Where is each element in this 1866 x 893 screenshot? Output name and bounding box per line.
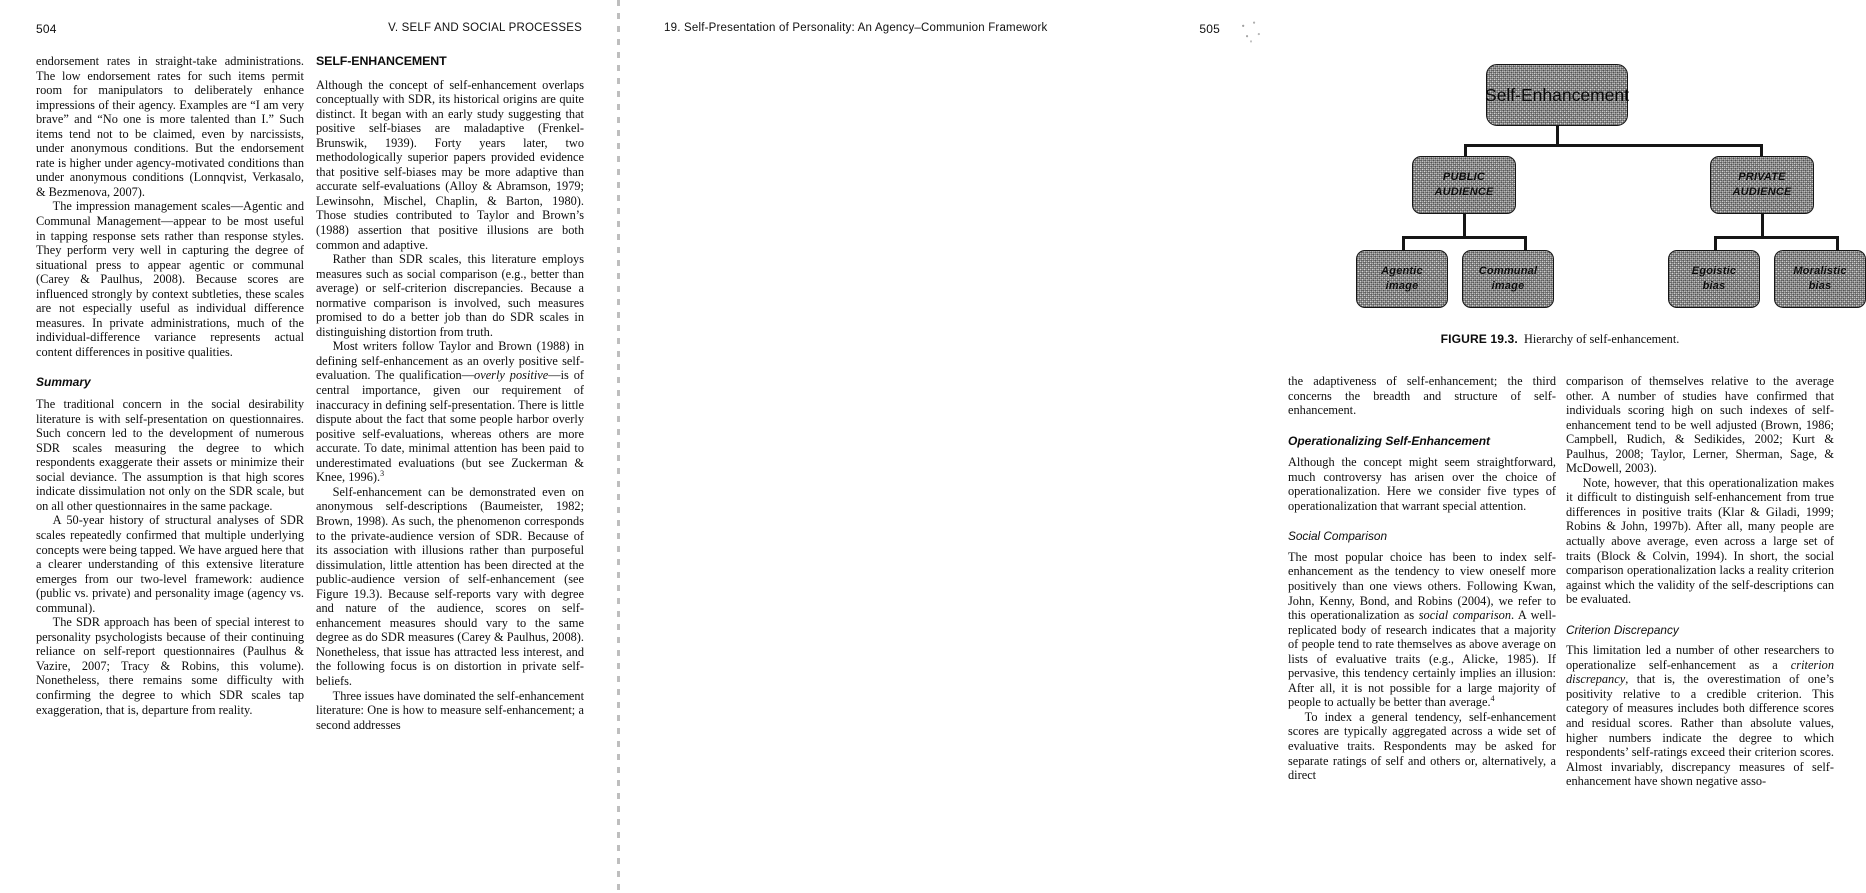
text-run: , that is, the overestimation of one’s positivity relative to a credible criterion. This category of measures includes both difference scores and residual scores. Rather than absolute values, higher numbers indicate the degree to which respondents’ self-ratings exceed their criterion scores. Almost invariably, discrepancy measures of self-enhancement have shown negative asso- — [1566, 672, 1834, 789]
paragraph: endorsement rates in straight-take administrations. The low endorsement rates for such items permit room for manipulators to deliberately enhance impressions of their agency. Examples are “I am very brave” and “No one is more talented than I.” Such items tend not to be claimed, even by narcissists, under anonymous conditions. But the endorsement rate is higher under agency-motivated conditions than under anonymous conditions (Lonnqvist, Verkasalo, & Bezmenova, 2007). — [36, 54, 304, 199]
figure-19-3 — [1290, 52, 1847, 352]
folio-left: 504 — [36, 22, 57, 36]
node-label-line2: bias — [1808, 280, 1832, 292]
node-label-line2: AUDIENCE — [1434, 186, 1494, 198]
node-label — [1732, 170, 1791, 200]
node-label — [1434, 170, 1493, 200]
paragraph: The impression management scales—Agentic and Communal Management—appear to be most useful in tapping response sets rather than response styles. They perform very well in capturing the degree of situational press to appear agentic or communal (Carey & Paulhus, 2008). Because scores are influenced strongly by context subtleties, these scales are not especially useful as individual difference measures. In private administrations, much of the individual-difference variance represents actual content differences in positive qualities. — [36, 199, 304, 359]
connector-root-stem — [1556, 126, 1559, 146]
paragraph: Although the concept might seem straightforward, much controversy has arisen over the choice of operationalization. Here we consider five types of operationalization that warrant special attention. — [1288, 455, 1556, 513]
right-page-column-1 — [1288, 374, 1556, 783]
running-head-title-right: 19. Self-Presentation of Personality: An Agency–Communion Framework — [664, 22, 1048, 34]
node-private-audience — [1710, 156, 1814, 214]
node-communal-image — [1462, 250, 1554, 308]
right-page-column-2 — [1566, 374, 1834, 789]
connector-public-stem — [1463, 214, 1466, 236]
text-run: The most popular choice has been to index self-enhancement as the tendency to view oneself more positively than one views others. Following Kwan, John, Kenny, Bond, and Robins (2004), we refer to this operationalization as — [1288, 549, 1556, 623]
paragraph: To index a general tendency, self-enhancement scores are typically aggregated across a wide set of evaluative traits. Respondents may be asked for separate ratings of self and others or, alternatively, a direct — [1288, 709, 1556, 783]
connector-private-bus — [1714, 236, 1838, 239]
node-label-line1: Moralistic — [1793, 265, 1847, 277]
node-egoistic-bias — [1668, 250, 1760, 308]
node-label-line2: bias — [1702, 280, 1726, 292]
node-label-line2: image — [1385, 280, 1419, 292]
text-run: This limitation led a number of other researchers to operationalize self-enhancement as a — [1566, 643, 1834, 672]
paragraph: A 50-year history of structural analyses of SDR scales repeatedly confirmed that multiple underlying concepts were being tapped. We have argued here that a clearer understanding of this extensive literature emerges from our two-level framework: audience (public vs. private) and personality image (agency vs. communal). — [36, 513, 304, 615]
node-label — [1381, 264, 1423, 294]
heading-criterion-discrepancy: Criterion Discrepancy — [1566, 622, 1679, 637]
node-label-line1: PUBLIC — [1442, 171, 1486, 183]
running-head-right — [618, 0, 1280, 44]
figure-caption-label: FIGURE 19.3. — [1440, 332, 1518, 346]
node-label-line1: Agentic — [1381, 265, 1423, 277]
figure-caption-text: Hierarchy of self-enhancement. — [1523, 332, 1680, 346]
footnote-marker: 3 — [380, 469, 385, 479]
emphasis-overly-positive: overly positive — [474, 368, 549, 383]
emphasis-social-comparison: social comparison — [1418, 608, 1511, 623]
emphasis-criterion-discrepancy: criterion discrepancy — [1566, 657, 1834, 687]
paragraph: Rather than SDR scales, this literature employs measures such as social comparison (e.g., better than average) or self-criterion discrepancies. Because a normative comparison is involved, such measures promised to do a better job than do SDR scales in distinguishing distortion from truth. — [316, 252, 584, 339]
page-gutter-artifact — [617, 0, 620, 893]
node-label: Self-Enhancement — [1485, 84, 1629, 105]
paragraph: Although the concept of self-enhancement overlaps conceptually with SDR, its historical origins are quite distinct. It began with an early study suggesting that positive self-biases are maladaptive (Frenkel-Brunswik, 1939). Forty years later, two methodologically superior papers provided evidence that positive self-biases may be more adaptive than accurate self-evaluations (Alloy & Abramson, 1979; Lewinsohn, Mischel, Chaplin, & Barton, 1980). Those studies contributed to Taylor and Brown’s (1988) assertion that positive illusions are both common and adaptive. — [316, 77, 584, 252]
node-label-line1: PRIVATE — [1738, 171, 1786, 183]
paragraph: The traditional concern in the social desirability literature is with self-presentation on questionnaires. Such concern led to the development of numerous SDR scales measuring the degree to which respondents exaggerate their assets or minimize their social deviance. The assumption is that high scores indicate dissimulation not only on the SDR scale, but on all other questionnaires in the same package. — [36, 397, 304, 513]
running-head-left — [0, 0, 618, 44]
running-head-title-left: V. SELF AND SOCIAL PROCESSES — [388, 22, 582, 34]
left-page-column-1 — [36, 54, 304, 717]
node-label — [1793, 264, 1846, 294]
paragraph: the adaptiveness of self-enhancement; the third concerns the breadth and structure of self-enhancement. — [1288, 374, 1556, 418]
connector-level1-bus — [1464, 144, 1760, 147]
page-left — [0, 0, 618, 893]
footnote-marker: 4 — [1490, 694, 1495, 704]
paragraph: comparison of themselves relative to the average other. A number of studies have confirmed that individuals scoring high on such indexes of self-enhancement tend to be well adjusted (Brown, 1986; Campbell, Rudich, & Sedikides, 2002; Kurt & Paulhus, 2008; Taylor, Lerner, Sherman, Sage, & McDowell, 2003). — [1566, 374, 1834, 476]
node-label-line1: Communal — [1478, 265, 1538, 277]
figure-diagram — [1290, 52, 1847, 352]
node-label-line2: AUDIENCE — [1732, 186, 1792, 198]
heading-social-comparison: Social Comparison — [1288, 529, 1388, 544]
node-moralistic-bias — [1774, 250, 1866, 308]
text-run: Most writers follow Taylor and Brown (1988) in defining self-enhancement as an overly positive self-evaluation. The qualification— — [316, 339, 584, 383]
paragraph: Three issues have dominated the self-enhancement literature: One is how to measure self-enhancement; a second addresses — [316, 688, 584, 732]
node-self-enhancement — [1486, 64, 1628, 126]
scan-speckle-artifact — [1238, 18, 1264, 44]
text-run: . A well-replicated body of research indicates that a majority of people tend to rate themselves as above average on lists of evaluative traits (e.g., Alicke, 1985). If pervasive, this tendency certainly implies an illusion: After all, it is not possible for a large majority of people to actually be better than average. — [1288, 608, 1556, 710]
paragraph: Note, however, that this operationalization makes it difficult to distinguish self-enhancement from true differences in positive traits (Klar & Giladi, 1999; Robins & John, 1997b). After all, many people are actually above average, even across a large set of traits (Block & Colvin, 1994). In short, the social comparison operationalization lacks a reality criterion against which the validity of the self-descriptions can be evaluated. — [1566, 475, 1834, 607]
heading-operationalizing-self-enhancement: Operationalizing Self-Enhancement — [1288, 433, 1491, 448]
paragraph-overly-positive — [316, 339, 584, 484]
text-run: —is of central importance, given our requirement of inaccuracy in defining self-presentation. There is little dispute about the fact that some people harbor overly positive self-evaluations, whereas others are more accurate. To date, minimal attention has been paid to underestimated evaluations (but see Zuckerman & Knee, 1996). — [316, 368, 584, 485]
paragraph: Self-enhancement can be demonstrated even on anonymous self-descriptions (Baumeister, 1982; Brown, 1998). As such, the phenomenon corresponds to the private-audience version of SDR. Because of its association with illusions rather than purposeful dissimulation, little attention has been directed at the public-audience version of self-enhancement (see Figure 19.3). Because self-reports vary with degree and nature of the audience, scores on self-enhancement measures should vary to the same degree as do SDR measures (Carey & Paulhus, 2008). Nonetheless, that issue has attracted less interest, and the following focus is on distortion in private self-beliefs. — [316, 484, 584, 688]
node-label-line1: Egoistic — [1691, 265, 1737, 277]
node-agentic-image — [1356, 250, 1448, 308]
heading-self-enhancement: SELF-ENHANCEMENT — [316, 54, 447, 68]
node-public-audience — [1412, 156, 1516, 214]
page-right — [618, 0, 1847, 893]
paragraph-social-comparison — [1288, 550, 1556, 710]
heading-summary: Summary — [36, 375, 91, 390]
node-label — [1479, 264, 1537, 294]
connector-private-stem — [1761, 214, 1764, 236]
node-label — [1692, 264, 1736, 294]
paragraph-criterion-discrepancy — [1566, 643, 1834, 788]
figure-caption — [1290, 332, 1830, 347]
left-page-column-2 — [316, 54, 584, 732]
connector-public-bus — [1402, 236, 1526, 239]
paragraph: The SDR approach has been of special interest to personality psychologists because of their continuing reliance on self-report questionnaires (Paulhus & Vazire, 2007; Tracy & Robins, this volume). Nonetheless, there remains some difficulty with confirming the degree to which SDR scales tap exaggeration, that is, departure from reality. — [36, 615, 304, 717]
folio-right: 505 — [1199, 22, 1220, 36]
node-label-line2: image — [1491, 280, 1525, 292]
